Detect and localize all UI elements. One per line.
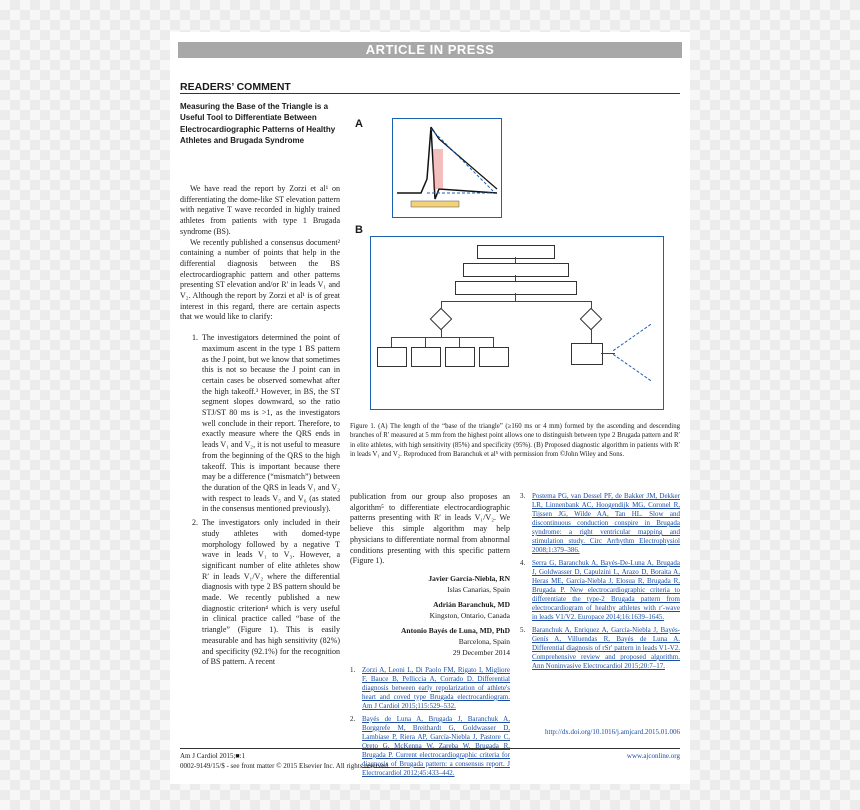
author-place: Barcelona, Spain (458, 636, 510, 646)
journal-website-link[interactable]: www.ajconline.org (626, 752, 680, 760)
journal-citation: Am J Cardiol 2015;■:1 (180, 752, 246, 760)
list-item: 2. The investigators only included in their study athletes with domed-type morphology followed by a negative T wave in leads V₁ to V₃. However, a significant number of elite athletes show R′ in leads V₁/V₂ where the differential diagnosis with type 2 BS pattern should be made. We recently published a new diagnostic criterion⁴ which is very useful in clinical practice called “base of the triangle” (Figure 1). This is easily measurable and has high sensitivity (82%) and specificity (92.1%) for the recognition of BS pattern. A recent (192, 518, 340, 667)
issn-notice: 0002-9149/15/$ - see front matter © 2015 Elsevier Inc. All rights reserved. (180, 762, 390, 770)
algorithm-leaf (377, 347, 407, 367)
references-list-cont (520, 492, 680, 671)
algorithm-label (413, 373, 439, 383)
author-name: Javier García-Niebla, RN (428, 573, 510, 583)
left-column (180, 184, 340, 671)
algorithm-paragraph: publication from our group also proposes an algorithm⁵ to differentiate electrocardiographic patterns presenting with R′ in leads V₁/V₂. We believe this simple algorithm may help physicians to differentiate normal from abnormal conditions presenting with this specific pattern (Figure 1). (350, 492, 510, 566)
algorithm-leaf (479, 347, 509, 367)
footer-rule (180, 748, 680, 749)
author-name: Adrián Baranchuk, MD (433, 599, 510, 609)
figure-label-a: A (355, 118, 363, 130)
reference-item[interactable]: 1. Zorzi A, Leoni L, Di Paolo FM, Rigato I, Migliore F, Bauce B, Pelliccia A, Corrado D. Differential diagnosis between early repolarization of athlete's heart and coved type Brugada electrocardiogram. Am J Cardiol 2015;115:529–532. (350, 665, 510, 710)
middle-column (350, 492, 510, 782)
doi-link[interactable]: http://dx.doi.org/10.1016/j.amjcard.2015.01.006 (545, 728, 680, 736)
letter-date: 29 December 2014 (452, 647, 510, 657)
reference-item[interactable]: 3. Postema PG, van Dessel PF, de Bakker JM, Dekker LR, Linnenbank AC, Hoogendijk MG, Coronel R, Tijssen JG, Wilde AA, Tan HL. Slow and discontinuous conduction conspire in Brugada syndrome: a right ventricular mapping and stimulation study. Circ Arrhythm Electrophysiol 2008;1:379–386. (520, 492, 680, 554)
algorithm-node (455, 281, 577, 295)
algorithm-label (481, 373, 507, 383)
algorithm-label (447, 373, 473, 383)
section-heading: READERS’ COMMENT (180, 81, 291, 93)
right-column (520, 492, 680, 675)
article-title: Measuring the Base of the Triangle is a Useful Tool to Differentiate Between Electrocardiographic Patterns of Healthy Athletes and Brugada Syndrome (180, 102, 336, 146)
algorithm-label (379, 373, 405, 383)
figure-caption: Figure 1. (A) The length of the “base of the triangle” (≥160 ms or 4 mm) formed by the ascending and descending branches of R′ measured at 5 mm from the highest point allows one to distinguish between type 2 Brugada pattern and R′ in elite athletes, with high sensitivity (85%) and specificity (95%). (B) Proposed diagnostic algorithm in patients with R′ in leads V₁ and V₂. Reproduced from Baranchuk et al⁵ with permission from ©John Wiley and Sons. (350, 423, 680, 459)
reference-item[interactable]: 2. Bayés de Luna A, Brugada J, Baranchuk A, Borggrefe M, Breithardt G, Goldwasser D, Lambiase P, Riera AP, García-Niebla J, Pastore C, Oreto G, McKenna W, Zareba W, Brugada R, Brugada P. Current electrocardiographic criteria for diagnosis of Brugada pattern: a consensus report. J Electrocardiol 2012;45:433–442. (350, 714, 510, 777)
algorithm-leaf (571, 343, 603, 365)
list-item: 1. The investigators determined the point of maximum ascent in the type 1 BS pattern as the J point, but we know that sometimes this is not so because the J point can in certain cases be observed somewhat after the high takeoff.³ However, in BS, the ST segment slopes downward, so the ratio STJ/ST 80 ms is >1, as the investigators well conclude in their report. Therefore, to exactly measure where the QRS ends in leads V₁ and V₂, it is not useful to measure from the beginning of the QRS to the high takeoff. This is important because there may be a difference (“mismatch”) between the duration of the QRS in leads V₁ and V₂ with respect to leads V₅ and V₆ (as stated in the consensus mentioned previously). (192, 333, 340, 514)
algorithm-node (463, 263, 569, 277)
author-place: Islas Canarias, Spain (447, 584, 510, 594)
algorithm-leaf (445, 347, 475, 367)
comment-list (180, 333, 340, 668)
consensus-paragraph: We recently published a consensus document² containing a number of points that help in the differential diagnosis between the BS electrocardiographic pattern and other patterns presenting ST elevation and/or R′ in leads V₁ and V₂. Although the report by Zorzi et al¹ is of great interest in this regard, there are certain aspects that we would like to clarify: (180, 237, 340, 322)
reference-item[interactable]: 5. Baranchuk A, Enriquez A, García-Niebla J, Bayés-Genís A, Villuendas R, Bayés de Luna A. Differential diagnosis of rSr′ pattern in leads V1-V2. Comprehensive review and proposed algorithm. Ann Noninvasive Electrocardiol 2015;20:7–17. (520, 626, 680, 670)
decision-node (430, 308, 453, 331)
ecg-triangle-figure (392, 118, 502, 218)
article-in-press-banner: ARTICLE IN PRESS (178, 42, 682, 58)
author-place: Kingston, Ontario, Canada (429, 610, 510, 620)
section-rule (180, 93, 680, 94)
decision-node (580, 308, 603, 331)
signature-block (350, 573, 510, 658)
reference-item[interactable]: 4. Serra G, Baranchuk A, Bayés-De-Luna A, Brugada J, Goldwasser D, Capulzini L, Arazo D, Boraita A, Heras ME, García-Niebla J, Elosua R, Brugada R, Brugada P. New electrocardiographic criteria to differentiate the type-2 Brugada pattern from electrocardiogram of healthy athletes with r′-wave in leads V1/V2. Europace 2014;16:1639–1645. (520, 559, 680, 621)
intro-paragraph: We have read the report by Zorzi et al¹ on differentiating the dome-like ST elevation pattern with negative T wave recorded in highly trained athletes from patients with type 1 Brugada syndrome (BS). (180, 184, 340, 236)
author-name: Antonio Bayés de Luna, MD, PhD (401, 625, 510, 635)
ecg-waveform (393, 119, 501, 217)
article-page (170, 32, 690, 784)
figure-label-b: B (355, 224, 363, 236)
diagnostic-algorithm-figure (370, 236, 664, 410)
algorithm-leaf (411, 347, 441, 367)
algorithm-node (477, 245, 555, 259)
